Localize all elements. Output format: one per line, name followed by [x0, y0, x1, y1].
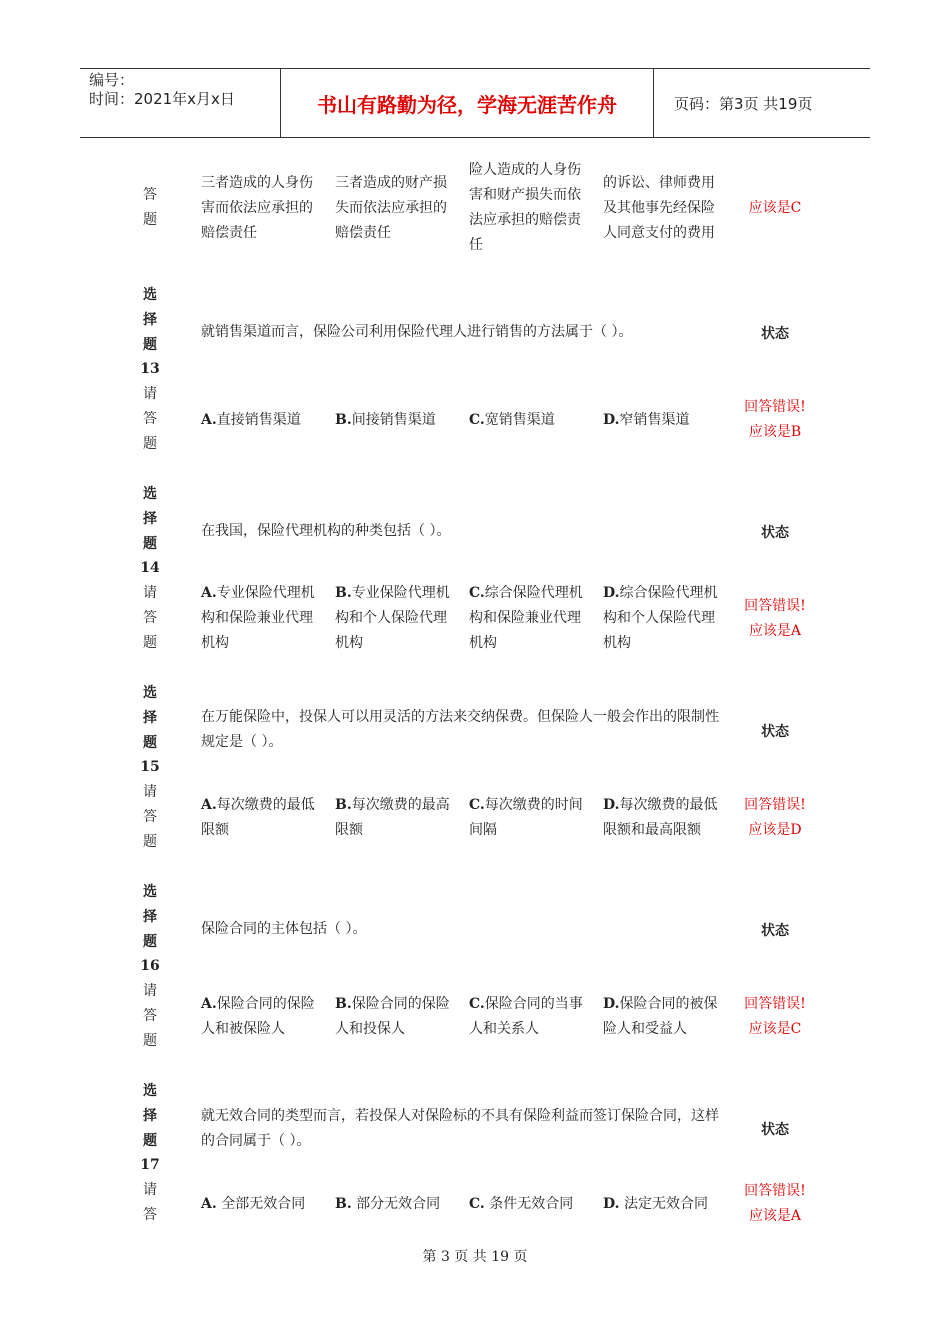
- option-b[interactable]: [335, 793, 457, 843]
- option-key: A.: [201, 797, 217, 813]
- label-char-bold: 选: [143, 884, 157, 900]
- result-wrong: 回答错误!: [744, 399, 806, 415]
- option-text: 保险合同的保险人和投保人: [335, 996, 450, 1037]
- label-char: 题: [143, 634, 157, 651]
- option-text: 全部无效合同: [216, 1196, 306, 1212]
- question-label: [135, 482, 165, 656]
- number-label: 编号：: [89, 71, 135, 89]
- label-char-bold: 题: [143, 933, 157, 950]
- option-b[interactable]: [335, 408, 457, 433]
- status-header: 状态: [761, 724, 789, 740]
- page-footer: 第 3 页 共 19 页: [422, 1249, 528, 1265]
- label-char-bold: 选: [143, 685, 157, 701]
- label-char: 题: [143, 1032, 157, 1049]
- result-status: 应该是C: [748, 200, 802, 216]
- option-a[interactable]: [201, 992, 323, 1042]
- option-text: 保险合同的当事人和关系人: [469, 996, 583, 1037]
- label-char-bold: 题: [143, 336, 157, 353]
- result-status: [735, 793, 815, 843]
- option-key: C.: [469, 996, 485, 1012]
- option-key: A.: [201, 996, 217, 1012]
- label-char-bold: 16: [140, 958, 160, 975]
- option-key: D.: [603, 412, 620, 428]
- date-label: 时间：2021年x月x日: [89, 90, 235, 108]
- page-label-text: 页码：第3页 共19页: [674, 94, 813, 113]
- option-c[interactable]: [469, 793, 591, 843]
- label-char-bold: 题: [143, 535, 157, 552]
- label-char: 题: [143, 211, 157, 228]
- option-c[interactable]: [469, 992, 591, 1042]
- option-d[interactable]: [603, 1192, 725, 1217]
- label-char: 请: [143, 784, 157, 801]
- option-key: C.: [469, 412, 485, 428]
- question-text: 在我国，保险代理机构的种类包括（ ）。: [201, 523, 451, 539]
- label-char-bold: 择: [143, 510, 157, 527]
- option-a[interactable]: [201, 1192, 323, 1217]
- result-status: [735, 992, 815, 1042]
- label-char: 题: [143, 833, 157, 850]
- option-key: B.: [335, 585, 352, 601]
- label-char: 请: [143, 585, 157, 602]
- result-wrong: 回答错误!: [744, 1183, 806, 1199]
- result-wrong: 回答错误!: [744, 996, 806, 1012]
- option-text: 保险合同的被保险人和受益人: [603, 996, 718, 1037]
- option-key: D.: [603, 585, 620, 601]
- question-label: [135, 283, 165, 457]
- result-wrong: 回答错误!: [744, 797, 806, 813]
- status-header: 状态: [761, 923, 789, 939]
- question-label: [135, 183, 165, 233]
- option-d[interactable]: [603, 581, 725, 656]
- option-key: B.: [335, 797, 352, 813]
- option-text: 保险合同的保险人和被保险人: [201, 996, 315, 1037]
- result-correct-answer: 应该是D: [748, 822, 802, 838]
- header-motto: 书山有路勤为径，学海无涯苦作舟: [281, 69, 654, 137]
- option-a[interactable]: [201, 408, 323, 433]
- label-char-bold: 14: [140, 560, 160, 577]
- label-char-bold: 择: [143, 1107, 157, 1124]
- label-char: 答: [143, 410, 157, 427]
- result-status: [735, 594, 815, 644]
- question-label: [135, 880, 165, 1054]
- option-d[interactable]: [603, 992, 725, 1042]
- question-text: 保险合同的主体包括（ ）。: [201, 921, 367, 937]
- label-char: 答: [143, 187, 157, 203]
- option-key: D.: [603, 1196, 620, 1212]
- option-key: A.: [201, 1196, 217, 1212]
- option-a[interactable]: [201, 793, 323, 843]
- option-d[interactable]: 的诉讼、律师费用及其他事先经保险人同意支付的费用: [603, 175, 715, 241]
- option-b[interactable]: [335, 581, 457, 656]
- option-text: 每次缴费的最低限额和最高限额: [603, 797, 718, 838]
- label-char-bold: 15: [140, 759, 160, 776]
- option-c[interactable]: [469, 581, 591, 656]
- label-char-bold: 择: [143, 908, 157, 925]
- label-char: 请: [143, 983, 157, 1000]
- option-text: 间接销售渠道: [351, 412, 436, 428]
- option-b[interactable]: 三者造成的财产损失而依法应承担的赔偿责任: [335, 175, 447, 241]
- option-c[interactable]: [469, 408, 591, 433]
- option-a[interactable]: [201, 581, 323, 656]
- label-char: 题: [143, 435, 157, 452]
- result-correct-answer: 应该是A: [748, 623, 802, 639]
- option-text: 每次缴费的时间间隔: [469, 797, 583, 838]
- option-key: A.: [201, 412, 217, 428]
- label-char-bold: 13: [140, 361, 160, 378]
- result-correct-answer: 应该是A: [748, 1208, 802, 1224]
- option-text: 每次缴费的最低限额: [201, 797, 315, 838]
- option-key: D.: [603, 996, 620, 1012]
- result-status: [735, 1179, 815, 1229]
- option-c[interactable]: 险人造成的人身伤害和财产损失而依法应承担的赔偿责任: [469, 162, 581, 253]
- option-a[interactable]: 三者造成的人身伤害而依法应承担的赔偿责任: [201, 175, 313, 241]
- option-b[interactable]: [335, 992, 457, 1042]
- option-text: 部分无效合同: [351, 1196, 441, 1212]
- label-char-bold: 题: [143, 1132, 157, 1149]
- option-key: B.: [335, 996, 352, 1012]
- status-header: 状态: [761, 525, 789, 541]
- question-label: [135, 1079, 165, 1228]
- option-text: 窄销售渠道: [619, 412, 690, 428]
- label-char-bold: 选: [143, 486, 157, 502]
- option-d[interactable]: [603, 408, 725, 433]
- label-char: 请: [143, 1182, 157, 1199]
- status-header: 状态: [761, 1122, 789, 1138]
- question-text: 就无效合同的类型而言，若投保人对保险标的不具有保险利益而签订保险合同，这样的合同属于（ ）。: [201, 1108, 719, 1149]
- label-char: 答: [143, 808, 157, 825]
- option-text: 直接销售渠道: [216, 412, 301, 428]
- option-c[interactable]: [469, 1192, 591, 1217]
- option-key: C.: [469, 1196, 485, 1212]
- option-text: 法定无效合同: [619, 1196, 708, 1212]
- label-char: 答: [143, 1007, 157, 1024]
- option-text: 条件无效合同: [484, 1196, 574, 1212]
- option-text: 综合保险代理机构和个人保险代理机构: [603, 585, 718, 651]
- option-key: C.: [469, 585, 485, 601]
- label-char: 请: [143, 386, 157, 403]
- status-header: 状态: [761, 326, 789, 342]
- question-text: 就销售渠道而言，保险公司利用保险代理人进行销售的方法属于（ ）。: [201, 324, 633, 340]
- label-char-bold: 17: [140, 1157, 160, 1174]
- label-char: 答: [143, 1206, 157, 1223]
- label-char-bold: 选: [143, 1083, 157, 1099]
- option-text: 专业保险代理机构和个人保险代理机构: [335, 585, 450, 651]
- header-page-label: [664, 69, 870, 137]
- option-text: 综合保险代理机构和保险兼业代理机构: [469, 585, 583, 651]
- question-label: [135, 681, 165, 855]
- option-key: B.: [335, 1196, 352, 1212]
- option-text: 每次缴费的最高限额: [335, 797, 450, 838]
- label-char-bold: 择: [143, 311, 157, 328]
- question-text: 在万能保险中，投保人可以用灵活的方法来交纳保费。但保险人一般会作出的限制性规定是（ ）。: [201, 709, 719, 750]
- label-char-bold: 选: [143, 287, 157, 303]
- label-char: 答: [143, 609, 157, 626]
- option-key: D.: [603, 797, 620, 813]
- result-correct-answer: 应该是B: [748, 424, 802, 440]
- option-key: A.: [201, 585, 217, 601]
- option-key: C.: [469, 797, 485, 813]
- page-header: [80, 68, 870, 138]
- label-char-bold: 题: [143, 734, 157, 751]
- result-correct-answer: 应该是C: [748, 1021, 802, 1037]
- header-meta: [80, 69, 281, 137]
- result-status: [735, 395, 815, 445]
- result-wrong: 回答错误!: [744, 598, 806, 614]
- option-b[interactable]: [335, 1192, 457, 1217]
- option-key: B.: [335, 412, 352, 428]
- option-text: 宽销售渠道: [484, 412, 555, 428]
- label-char-bold: 择: [143, 709, 157, 726]
- option-d[interactable]: [603, 793, 725, 843]
- option-text: 专业保险代理机构和保险兼业代理机构: [201, 585, 315, 651]
